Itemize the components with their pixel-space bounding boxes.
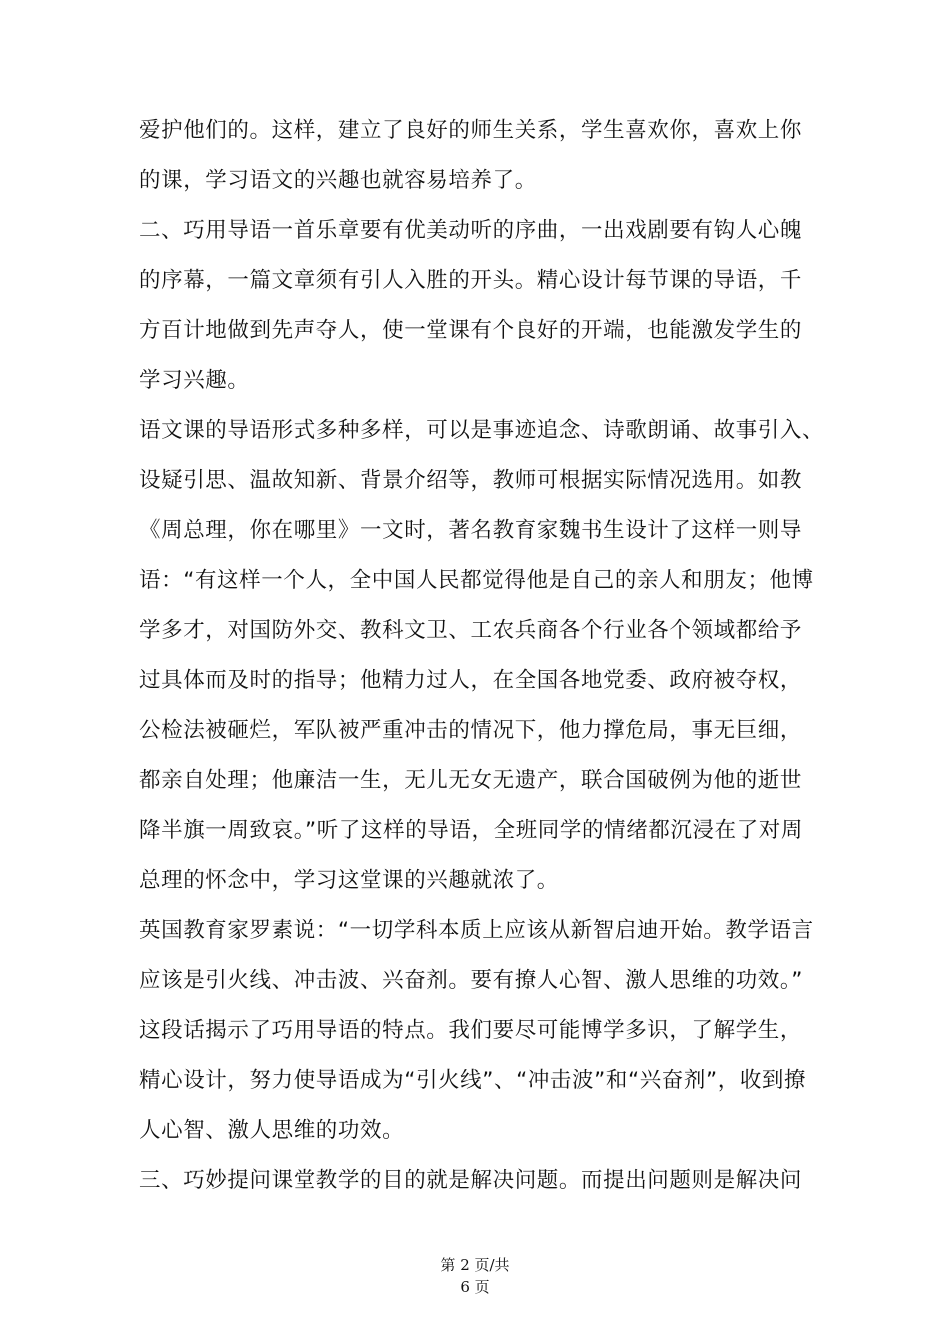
text-line: 过具体而及时的指导；他精力过人，在全国各地党委、政府被夺权， (139, 668, 803, 693)
text-line: 三、巧妙提问课堂教学的目的就是解决问题。而提出问题则是解决问 (139, 1168, 803, 1193)
text-line: 应该是引火线、冲击波、兴奋剂。要有撩人心智、激人思维的功效。” (139, 968, 803, 993)
text-line: 这段话揭示了巧用导语的特点。我们要尽可能博学多识，了解学生， (139, 1018, 803, 1043)
text-line: 语文课的导语形式多种多样，可以是事迹追念、诗歌朗诵、故事引入、 (139, 418, 825, 443)
text-line: 方百计地做到先声夺人，使一堂课有个良好的开端，也能激发学生的 (139, 318, 803, 343)
text-line: 总理的怀念中，学习这堂课的兴趣就浓了。 (139, 868, 559, 893)
text-line: 设疑引思、温故知新、背景介绍等，教师可根据实际情况选用。如教 (139, 468, 803, 493)
page-number-line-1: 第 2 页/共 (440, 1256, 510, 1274)
text-line: 降半旗一周致哀。”听了这样的导语，全班同学的情绪都沉浸在了对周 (139, 818, 803, 843)
text-line: 学习兴趣。 (139, 368, 250, 393)
text-line: 语：“有这样一个人，全中国人民都觉得他是自己的亲人和朋友；他博 (139, 568, 814, 593)
text-line: 精心设计，努力使导语成为“引火线”、“冲击波”和“兴奋剂”，收到撩 (139, 1068, 807, 1093)
text-line: 的序幕，一篇文章须有引人入胜的开头。精心设计每节课的导语，千 (139, 268, 803, 293)
text-line: 学多才，对国防外交、教科文卫、工农兵商各个行业各个领域都给予 (139, 618, 803, 643)
text-line: 都亲自处理；他廉洁一生，无儿无女无遗产，联合国破例为他的逝世 (139, 768, 803, 793)
text-line: 《周总理，你在哪里》一文时，著名教育家魏书生设计了这样一则导 (139, 518, 803, 543)
text-line: 爱护他们的。这样，建立了良好的师生关系，学生喜欢你，喜欢上你 (139, 118, 803, 143)
text-line: 公检法被砸烂，军队被严重冲击的情况下，他力撑危局，事无巨细， (139, 718, 803, 743)
text-line: 的课，学习语文的兴趣也就容易培养了。 (139, 168, 537, 193)
text-line: 人心智、激人思维的功效。 (139, 1118, 405, 1143)
text-line: 英国教育家罗素说：“一切学科本质上应该从新智启迪开始。教学语言 (139, 918, 814, 943)
page-number-line-2: 6 页 (460, 1278, 490, 1296)
text-line: 二、巧用导语一首乐章要有优美动听的序曲，一出戏剧要有钩人心魄 (139, 218, 803, 243)
